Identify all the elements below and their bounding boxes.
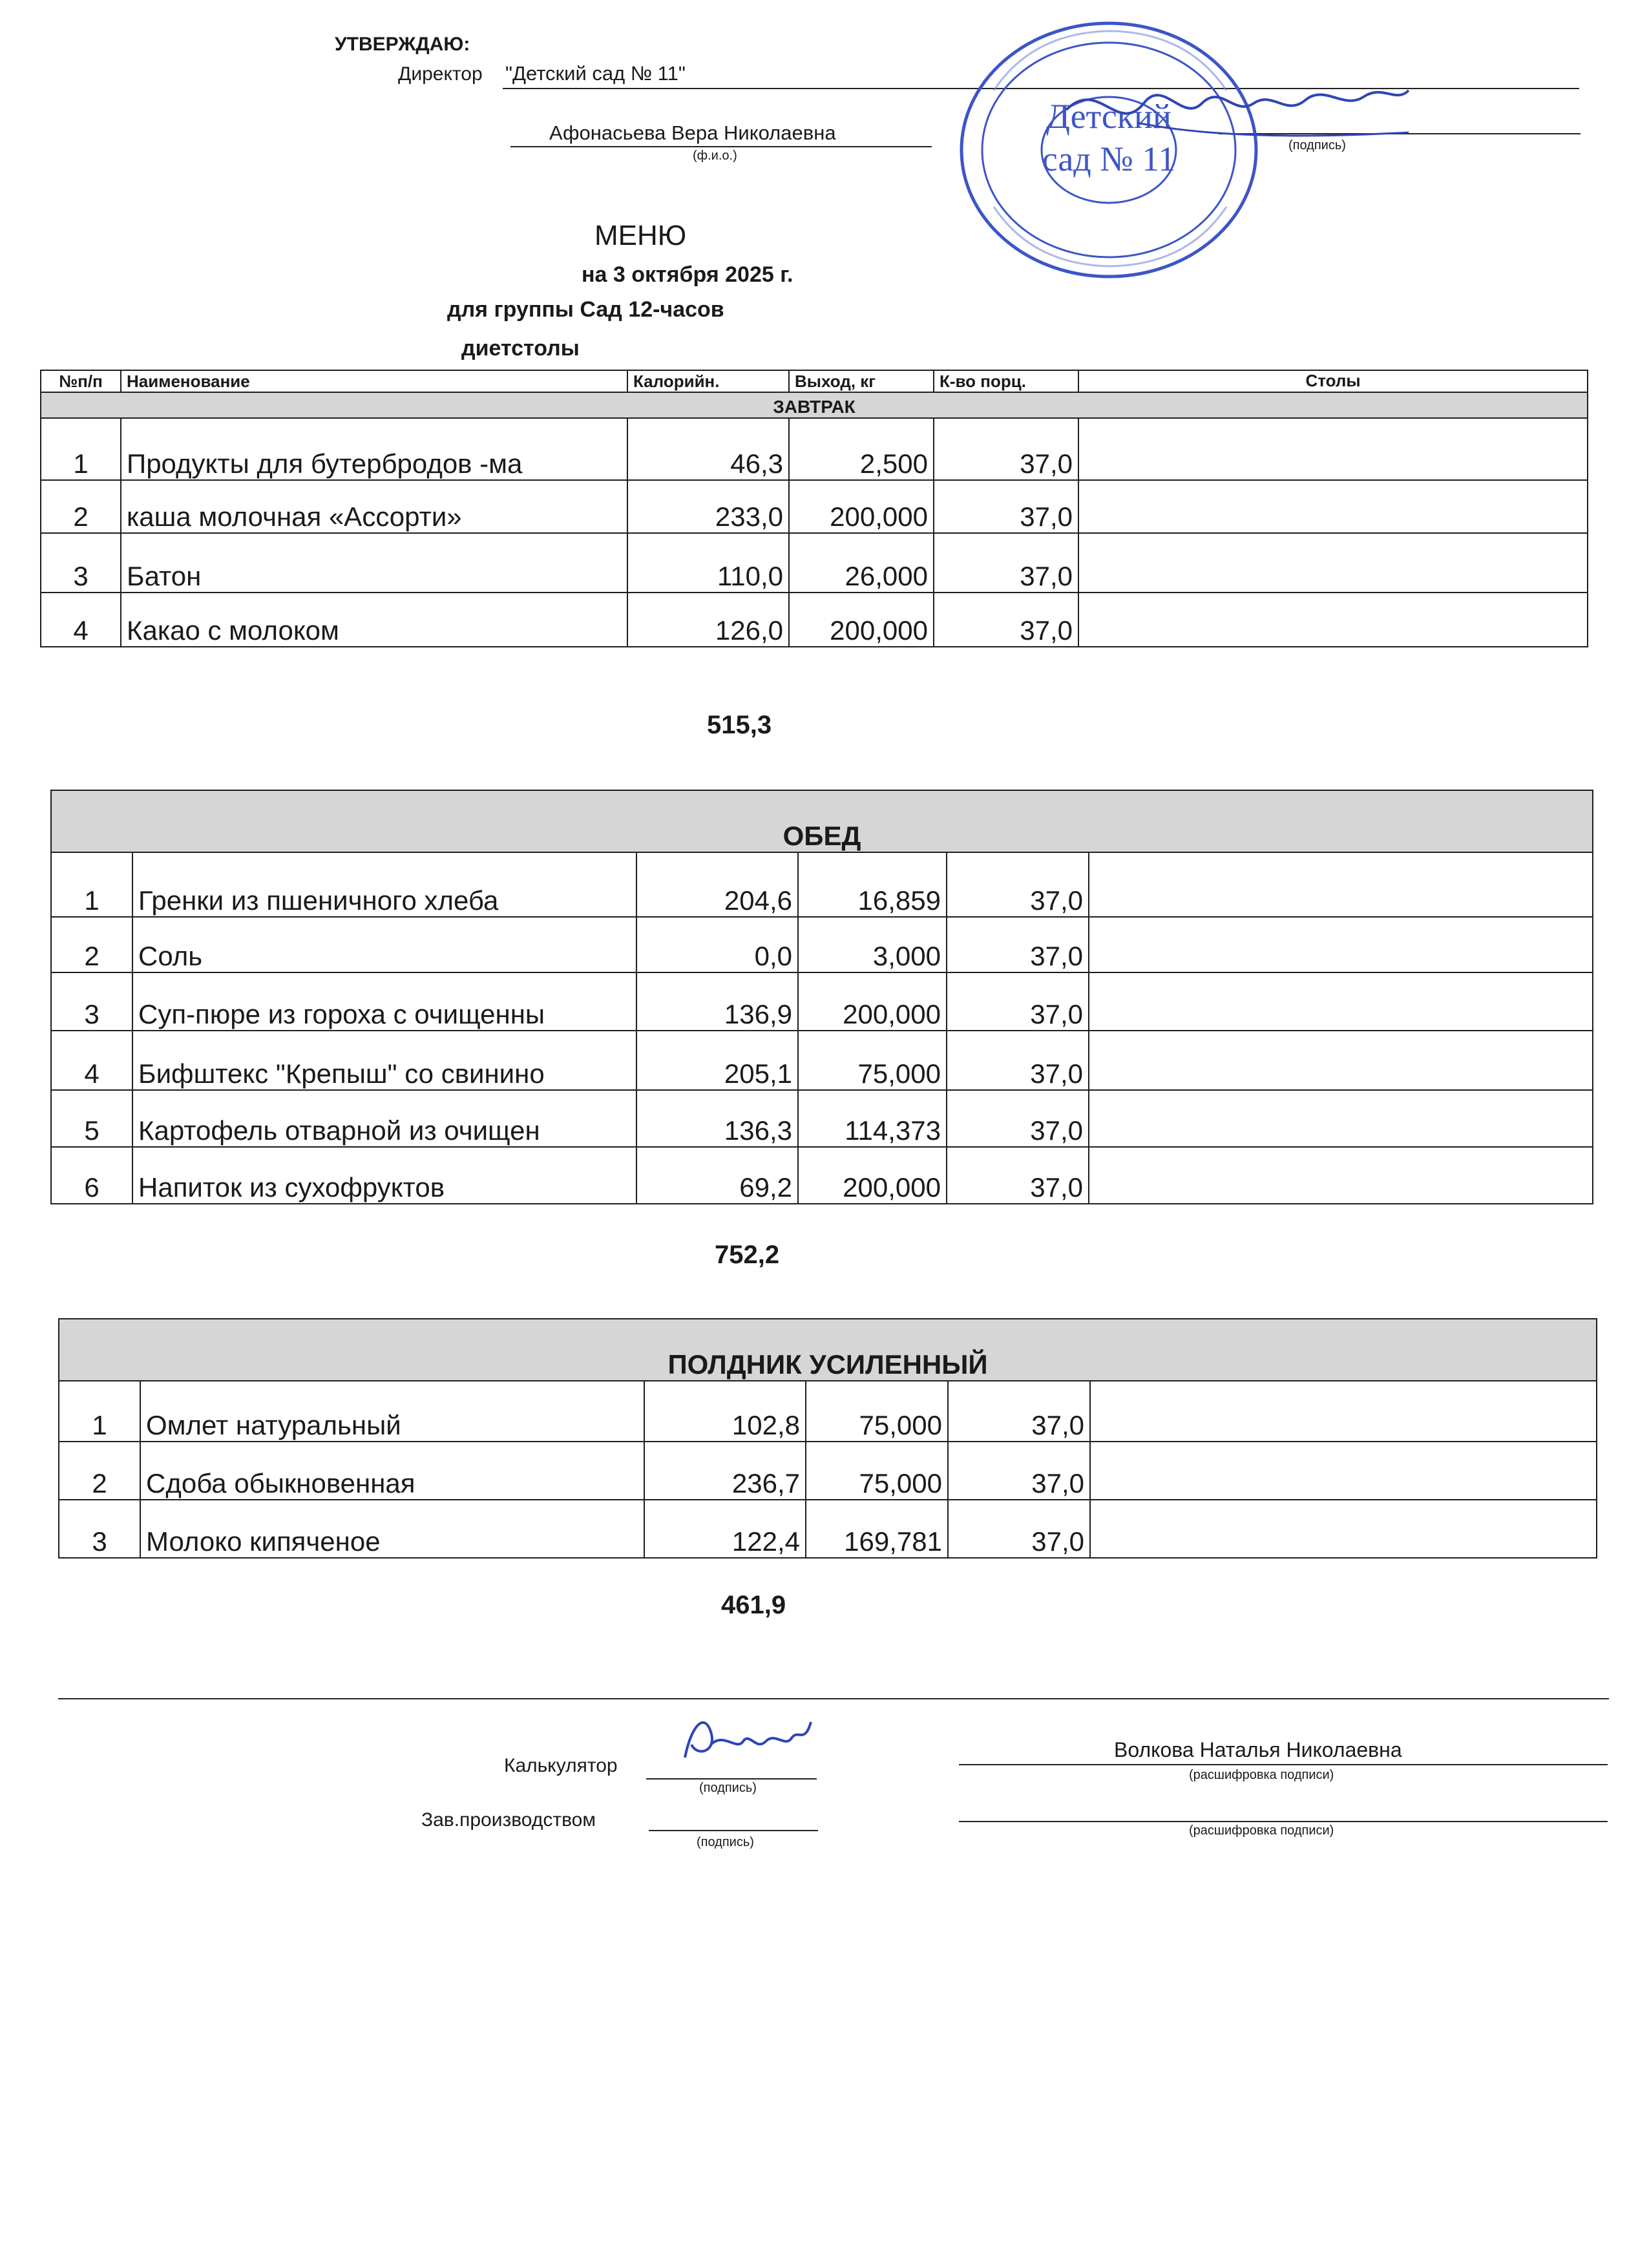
lunch-table [50, 790, 1593, 1204]
row-yield: 200,000 [798, 972, 947, 1031]
row-num: 4 [41, 593, 121, 647]
header-portions: К-во порц. [934, 370, 1078, 392]
row-portions: 37,0 [934, 480, 1078, 533]
section-title: ОБЕД [51, 790, 1593, 852]
director-position-label: Директор [398, 63, 483, 85]
stamp-text-line2: сад № 11 [1042, 140, 1176, 178]
row-num: 2 [41, 480, 121, 533]
row-calories: 0,0 [636, 917, 798, 972]
row-num: 6 [51, 1147, 132, 1204]
menu-diet: диетстолы [461, 336, 580, 361]
row-calories: 233,0 [627, 480, 789, 533]
row-portions: 37,0 [947, 1147, 1089, 1204]
row-calories: 236,7 [644, 1442, 806, 1500]
production-decode-caption: (расшифровка подписи) [1189, 1823, 1334, 1838]
row-tables [1090, 1442, 1597, 1500]
row-name: Сдоба обыкновенная [140, 1442, 644, 1500]
signature-separator [58, 1698, 1609, 1699]
row-name: Продукты для бутербродов -ма [121, 418, 627, 480]
row-calories: 110,0 [627, 533, 789, 593]
fio-caption: (ф.и.о.) [693, 149, 737, 163]
production-signature-caption: (подпись) [697, 1835, 754, 1849]
row-tables [1078, 480, 1588, 533]
row-num: 2 [59, 1442, 140, 1500]
row-num: 1 [59, 1381, 140, 1442]
row-calories: 136,9 [636, 972, 798, 1031]
organization-name: "Детский сад № 11" [505, 62, 686, 85]
calculator-decode-caption: (расшифровка подписи) [1189, 1768, 1334, 1782]
row-yield: 16,859 [798, 852, 947, 917]
production-label: Зав.производством [421, 1809, 596, 1831]
stamp-text-line1: Детский [1046, 97, 1171, 136]
row-tables [1089, 972, 1593, 1031]
director-name: Афонасьева Вера Николаевна [549, 121, 836, 144]
row-yield: 200,000 [798, 1147, 947, 1204]
breakfast-table [40, 370, 1588, 647]
production-name-line [959, 1821, 1608, 1822]
row-num: 3 [41, 533, 121, 593]
row-portions: 37,0 [947, 1031, 1089, 1090]
row-name: Соль [132, 917, 636, 972]
calculator-signature-caption: (подпись) [699, 1781, 757, 1795]
row-tables [1078, 418, 1588, 480]
row-yield: 169,781 [806, 1500, 948, 1558]
row-tables [1078, 593, 1588, 647]
row-yield: 2,500 [789, 418, 934, 480]
menu-group: для группы Сад 12-часов [447, 297, 724, 322]
row-name: Гренки из пшеничного хлеба [132, 852, 636, 917]
director-signature [1060, 65, 1422, 155]
row-portions: 37,0 [947, 972, 1089, 1031]
row-num: 3 [59, 1500, 140, 1558]
row-calories: 69,2 [636, 1147, 798, 1204]
row-yield: 3,000 [798, 917, 947, 972]
row-tables [1089, 852, 1593, 917]
snack-table [58, 1318, 1597, 1559]
row-tables [1090, 1500, 1597, 1558]
menu-date: на 3 октября 2025 г. [582, 262, 793, 287]
row-yield: 75,000 [798, 1031, 947, 1090]
calculator-signature [672, 1706, 827, 1777]
header-num: №п/п [41, 370, 121, 392]
row-tables [1090, 1381, 1597, 1442]
row-calories: 204,6 [636, 852, 798, 917]
row-portions: 37,0 [947, 1090, 1089, 1147]
row-num: 1 [51, 852, 132, 917]
row-tables [1089, 917, 1593, 972]
row-name: Омлет натуральный [140, 1381, 644, 1442]
production-signature-line [649, 1830, 818, 1831]
row-calories: 136,3 [636, 1090, 798, 1147]
row-yield: 26,000 [789, 533, 934, 593]
calculator-name: Волкова Наталья Николаевна [1114, 1738, 1402, 1761]
menu-title: МЕНЮ [594, 220, 687, 251]
row-name: Какао с молоком [121, 593, 627, 647]
row-name: Бифштекс "Крепыш" со свинино [132, 1031, 636, 1090]
approval-heading: УТВЕРЖДАЮ: [335, 34, 470, 55]
row-calories: 102,8 [644, 1381, 806, 1442]
lunch-total: 752,2 [715, 1241, 780, 1269]
row-tables [1078, 533, 1588, 593]
row-num: 5 [51, 1090, 132, 1147]
calculator-label: Калькулятор [504, 1755, 618, 1776]
row-portions: 37,0 [947, 852, 1089, 917]
row-name: Батон [121, 533, 627, 593]
row-num: 1 [41, 418, 121, 480]
header-yield: Выход, кг [789, 370, 934, 392]
section-title: ПОЛДНИК УСИЛЕННЫЙ [59, 1319, 1597, 1381]
breakfast-total: 515,3 [707, 711, 772, 739]
row-yield: 200,000 [789, 480, 934, 533]
row-calories: 46,3 [627, 418, 789, 480]
row-calories: 126,0 [627, 593, 789, 647]
row-name: Картофель отварной из очищен [132, 1090, 636, 1147]
row-yield: 114,373 [798, 1090, 947, 1147]
row-portions: 37,0 [934, 418, 1078, 480]
row-num: 2 [51, 917, 132, 972]
header-tables: Столы [1078, 370, 1588, 392]
row-portions: 37,0 [934, 533, 1078, 593]
row-calories: 205,1 [636, 1031, 798, 1090]
row-name: Молоко кипяченое [140, 1500, 644, 1558]
row-tables [1089, 1031, 1593, 1090]
header-name: Наименование [121, 370, 627, 392]
section-title: ЗАВТРАК [41, 392, 1588, 418]
row-name: Суп-пюре из гороха с очищенны [132, 972, 636, 1031]
row-tables [1089, 1090, 1593, 1147]
row-portions: 37,0 [948, 1381, 1090, 1442]
row-num: 4 [51, 1031, 132, 1090]
row-tables [1089, 1147, 1593, 1204]
calculator-name-line [959, 1764, 1608, 1765]
row-name: каша молочная «Ассорти» [121, 480, 627, 533]
snack-total: 461,9 [721, 1591, 786, 1619]
row-portions: 37,0 [948, 1442, 1090, 1500]
row-yield: 200,000 [789, 593, 934, 647]
row-name: Напиток из сухофруктов [132, 1147, 636, 1204]
row-portions: 37,0 [948, 1500, 1090, 1558]
row-yield: 75,000 [806, 1442, 948, 1500]
director-signature-caption: (подпись) [1288, 138, 1346, 152]
header-calories: Калорийн. [627, 370, 789, 392]
row-calories: 122,4 [644, 1500, 806, 1558]
row-portions: 37,0 [934, 593, 1078, 647]
row-portions: 37,0 [947, 917, 1089, 972]
calculator-signature-line [646, 1778, 817, 1780]
director-name-underline [510, 146, 932, 147]
row-num: 3 [51, 972, 132, 1031]
row-yield: 75,000 [806, 1381, 948, 1442]
